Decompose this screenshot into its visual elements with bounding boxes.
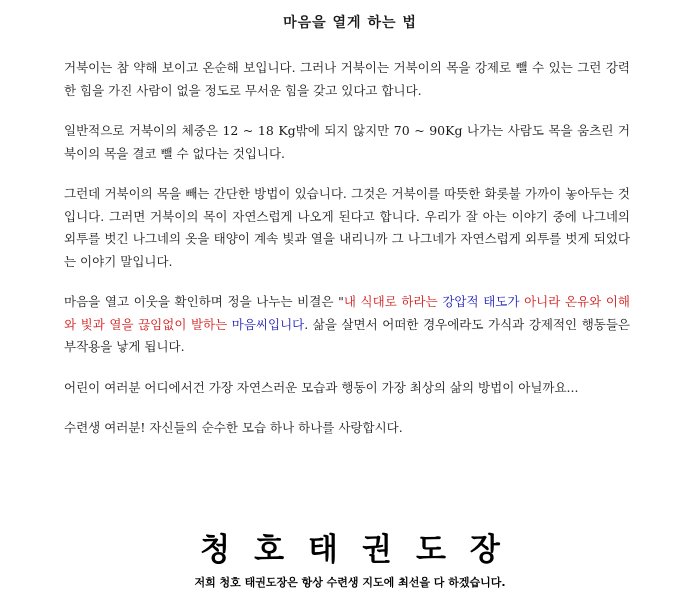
paragraph-3: 그런데 거북이의 목을 빼는 간단한 방법이 있습니다. 그것은 거북이를 따뜻한 화롯불 가까이 놓아두는 것입니다. 그러면 거북이의 목이 자연스럽게 나오게 된다고 합니다. 우리가 잘 아는 이야기 중에 나그네의 외투를 벗긴 나그네의 옷을 태양이 계속 빛과 열을 내리니까 그 나그네가 자연스럽게 외투를 벗게 되었다는 이야기 말입니다. (64, 186, 630, 269)
paragraph-1: 거북이는 참 약해 보이고 온순해 보입니다. 그러나 거북이는 거북이의 목을 강제로 뺄 수 있는 그런 강력한 힘을 가진 사람이 없을 정도로 무서운 힘을 갖고 있다고 합니다. (64, 60, 630, 98)
highlight-red-1: 내 식대로 하라는 (343, 294, 443, 309)
highlight-blue-2: 마음씨입니다 (231, 316, 305, 332)
dojang-name: 청호태권도장 (200, 532, 524, 568)
paragraph-5: 어린이 여러분 어디에서건 가장 자연스러운 모습과 행동이 가장 최상의 삶의 방법이 아닐까요... (64, 379, 579, 395)
paragraph-4-intro: 마음을 열고 이웃을 확인하며 정을 나누는 비결은 " (64, 294, 344, 309)
highlight-red-2: 아니라 온유와 이해와 빛과 열을 끊임없이 발하는 (64, 294, 630, 332)
paragraph-2: 일반적으로 거북이의 체중은 12 ~ 18 Kg밖에 되지 않지만 70 ~ 90Kg 나가는 사람도 목을 움츠린 거북이의 목을 결코 뺄 수 없다는 것입니다. (64, 123, 630, 161)
dojang-slogan: 저희 청호 태권도장은 항상 수련생 지도에 최선을 다 하겠습니다. (194, 576, 506, 589)
highlight-blue-1: 강압적 태도가 (442, 294, 525, 309)
paragraph-4 (64, 291, 630, 359)
paragraph-6: 수련생 여러분! 자신들의 순수한 모습 하나 하나를 사랑합시다. (64, 420, 403, 435)
paragraph-4-outro: . 삶을 살면서 어떠한 경우에라도 가식과 강제적인 행동들은 부작용을 낳게 됩니다. (64, 316, 630, 354)
article-body (64, 57, 630, 458)
page-title: 마음을 열게 하는 법 (283, 15, 417, 31)
